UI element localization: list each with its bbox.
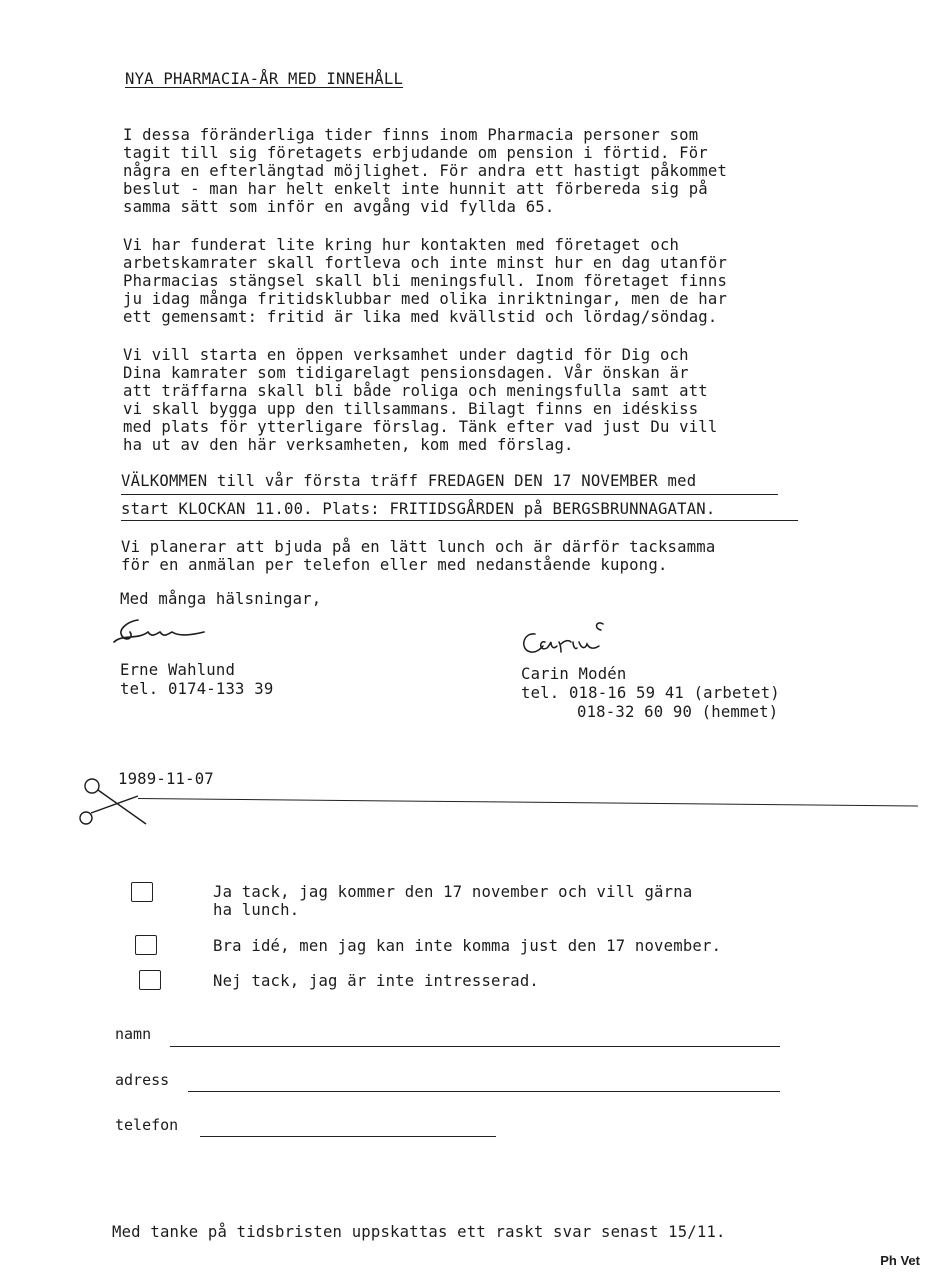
sender2-phone-work: tel. 018-16 59 41 (arbetet) <box>521 684 780 702</box>
option-yes-label: Ja tack, jag kommer den 17 november och vill gärna ha lunch. <box>213 883 693 919</box>
sender1-phone: tel. 0174-133 39 <box>120 680 274 698</box>
archive-stamp: Ph Vet <box>880 1253 920 1268</box>
activity-paragraph: Vi vill starta en öppen verksamhet under dagtid för Dig och Dina kamrater som tidigarelagt pensionsdagen. Vår önskan är att träffarna skall bli både roliga och meningsfulla samt att vi skall bygga upp den tillsammans. Bilagt finns en idéskiss med plats för ytterligare förslag. Tänk efter vad just Du vill ha ut av den här verksamheten, kom med förslag. <box>123 346 718 454</box>
signature-carin <box>515 612 625 662</box>
greeting: Med många hälsningar, <box>120 590 322 608</box>
contact-paragraph: Vi har funderat lite kring hur kontakten med företaget och arbetskamrater skall fortleva och inte minst hur en dag utanför Pharmacias stängsel skall bli meningsfull. Inom företaget finns ju idag många fritidsklubbar med olika inriktningar, men de har ett gemensamt: fritid är lika med kvällstid och lördag/söndag. <box>123 236 728 326</box>
invite-line-2: start KLOCKAN 11.00. Plats: FRITIDSGÅRDEN på BERGSBRUNNAGATAN. <box>121 500 716 518</box>
invite-underline-2 <box>121 520 798 521</box>
reply-deadline: Med tanke på tidsbristen uppskattas ett raskt svar senast 15/11. <box>112 1223 726 1241</box>
invite-underline-1 <box>121 494 778 495</box>
option-maybe-checkbox[interactable] <box>135 935 157 955</box>
sender1-name: Erne Wahlund <box>120 661 236 679</box>
phone-label: telefon <box>115 1116 179 1134</box>
option-no-checkbox[interactable] <box>139 970 161 990</box>
address-label: adress <box>115 1071 170 1089</box>
sender2-phone-home: 018-32 60 90 (hemmet) <box>577 703 779 721</box>
option-yes-checkbox[interactable] <box>131 882 153 902</box>
lunch-paragraph: Vi planerar att bjuda på en lätt lunch och är därför tacksamma för en anmälan per telefon eller med nedanstående kupong. <box>121 538 716 574</box>
option-no-label: Nej tack, jag är inte intresserad. <box>213 972 539 990</box>
page-title: NYA PHARMACIA-ÅR MED INNEHÅLL <box>125 70 404 88</box>
cut-line <box>138 798 918 806</box>
name-field[interactable] <box>170 1046 780 1047</box>
intro-paragraph: I dessa föränderliga tider finns inom Pharmacia personer som tagit till sig företagets erbjudande om pension i förtid. För några en efterlängtad möjlighet. För andra ett hastigt påkommet beslut - man har helt enkelt inte hunnit att förbereda sig på samma sätt som inför en avgång vid fyllda 65. <box>123 126 728 216</box>
phone-field[interactable] <box>200 1136 496 1137</box>
sender2-name: Carin Modén <box>521 665 627 683</box>
option-maybe-label: Bra idé, men jag kan inte komma just den 17 november. <box>213 937 722 955</box>
address-field[interactable] <box>188 1091 780 1092</box>
document-date: 1989-11-07 <box>118 770 214 788</box>
scissors-icon <box>74 774 154 830</box>
signature-erne <box>108 612 218 652</box>
name-label: namn <box>115 1025 152 1043</box>
invite-line-1: VÄLKOMMEN till vår första träff FREDAGEN DEN 17 NOVEMBER med <box>121 472 697 490</box>
